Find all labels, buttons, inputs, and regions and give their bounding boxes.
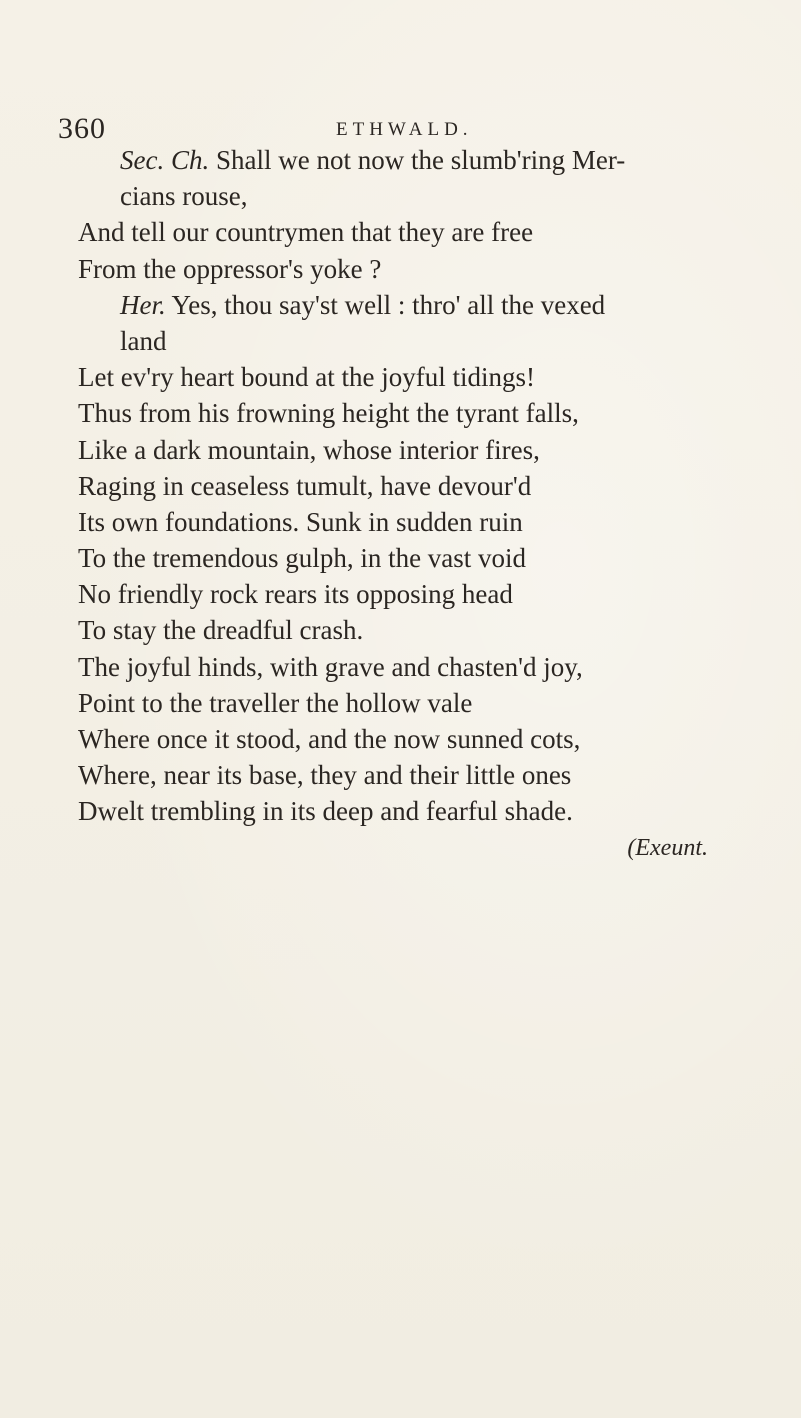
line-text: Thus from his frowning height the tyrant falls,: [78, 398, 579, 429]
verse-text: [78, 142, 778, 866]
line-text: To stay the dreadful crash.: [78, 615, 364, 646]
verse-line: [78, 142, 778, 178]
line-text: And tell our countrymen that they are free: [78, 217, 534, 248]
line-text: Where, near its base, they and their little ones: [78, 760, 572, 791]
line-text: Let ev'ry heart bound at the joyful tidings!: [78, 362, 535, 393]
line-text: Dwelt trembling in its deep and fearful shade.: [78, 796, 573, 827]
line-text: Raging in ceaseless tumult, have devour'd: [78, 470, 532, 501]
line-text: No friendly rock rears its opposing head: [78, 579, 513, 610]
verse-line: [78, 251, 778, 287]
line-text: land: [120, 325, 167, 356]
verse-line: [78, 576, 778, 612]
line-text: Point to the traveller the hollow vale: [78, 687, 473, 718]
verse-line: [78, 793, 778, 829]
verse-line: [78, 395, 778, 431]
page-header: [58, 112, 758, 146]
speaker-name: Her.: [120, 289, 166, 320]
page-number: 360: [58, 112, 106, 145]
speaker-name: Sec. Ch.: [120, 145, 210, 175]
verse-line: [78, 540, 778, 576]
verse-line: [78, 721, 778, 757]
verse-line: [78, 504, 778, 540]
verse-line: [78, 757, 778, 793]
verse-line: [78, 214, 778, 250]
line-text: To the tremendous gulph, in the vast void: [78, 543, 527, 574]
line-text: cians rouse,: [120, 181, 248, 212]
line-text: From the oppressor's yoke ?: [78, 253, 382, 284]
line-text: Where once it stood, and the now sunned cots,: [78, 724, 581, 754]
stage-direction: (Exeunt.: [627, 834, 708, 861]
verse-line: [78, 685, 778, 721]
line-text: Yes, thou say'st well : thro' all the vexed: [165, 289, 606, 320]
verse-line: [78, 287, 778, 323]
verse-line: [78, 468, 778, 504]
line-text: Shall we not now the slumb'ring Mer-: [209, 145, 626, 175]
verse-line: [78, 612, 778, 648]
verse-line: [78, 432, 778, 468]
verse-line: [78, 649, 778, 685]
verse-line: [78, 178, 778, 214]
running-head: ETHWALD.: [336, 119, 473, 140]
verse-line: [78, 359, 778, 395]
verse-line: [78, 323, 778, 359]
line-text: The joyful hinds, with grave and chasten'd joy,: [78, 651, 583, 682]
line-text: Like a dark mountain, whose interior fires,: [78, 434, 540, 465]
line-text: Its own foundations. Sunk in sudden ruin: [78, 506, 523, 537]
